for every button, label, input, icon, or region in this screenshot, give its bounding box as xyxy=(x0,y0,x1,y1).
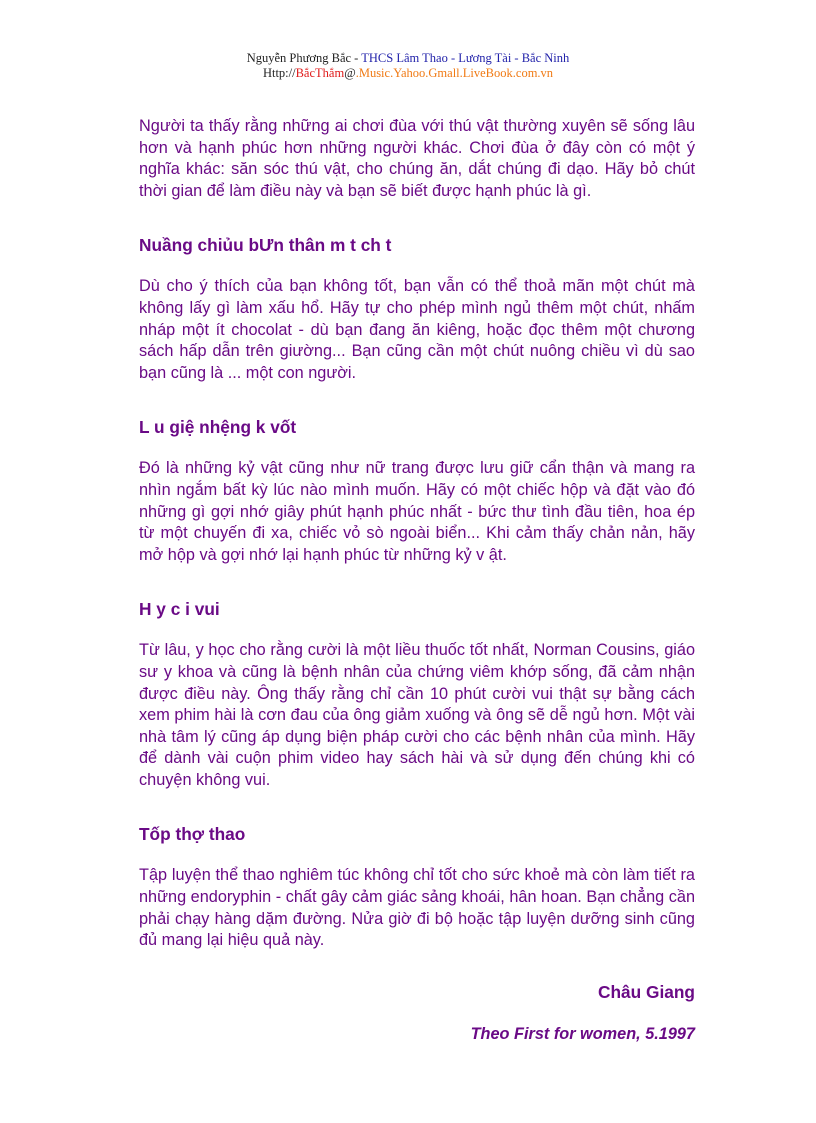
article-body xyxy=(139,116,695,1045)
article-source: Theo First for women, 5.1997 xyxy=(470,1024,695,1043)
header-school: THCS Lâm Thao - Lương Tài - Bắc Ninh xyxy=(361,51,570,65)
section-paragraph-laugh: Từ lâu, y học cho rằng cười là một liều thuốc tốt nhất, Norman Cousins, giáo sư y khoa và cũng là bệnh nhân của chứng viêm khớp sống, đã cảm nhận được điều này. Ông thấy rằng chỉ cần 10 phút cười vui thật sự bằng cách xem phim hài là cơn đau của ông giảm xuống và ông sẽ dễ ngủ hơn. Một vài nhà tâm lý cũng áp dụng biện pháp cười cho các bệnh nhân của mình. Hãy để dành vài cuộn phim video hay sách hài và sử dụng đến chúng khi có chuyện không vui. xyxy=(139,641,695,789)
page-header-line-1 xyxy=(0,51,816,66)
article-author: Châu Giang xyxy=(598,981,695,1002)
section-heading-exercise: Tốp thợ thao xyxy=(139,824,246,845)
intro-paragraph: Người ta thấy rằng những ai chơi đùa với thú vật thường xuyên sẽ sống lâu hơn và hạnh phúc hơn những người khác. Chơi đùa ở đây còn có một ý nghĩa khác: săn sóc thú vật, cho chúng ăn, dắt chúng đi dạo. Hãy bỏ chút thời gian để làm điều này và bạn sẽ biết được hạnh phúc là gì. xyxy=(139,117,695,200)
section-heading-laugh: H y c i vui xyxy=(139,599,220,620)
header-http-prefix: Http:// xyxy=(262,66,296,80)
header-author-name: Nguyễn Phương Bắc - xyxy=(246,51,362,65)
header-at-sign: @ xyxy=(344,66,356,80)
page-header-line-2 xyxy=(0,66,816,81)
header-link-domain: .Music.Yahoo.Gmall.LiveBook.com.vn xyxy=(355,66,554,80)
section-heading-indulge: Nuầng chiủu bƯn thân m t ch t xyxy=(139,235,392,256)
section-heading-keepsakes: L u giệ nhệng k vốt xyxy=(139,417,297,438)
section-paragraph-keepsakes: Đó là những kỷ vật cũng như nữ trang được lưu giữ cẩn thận và mang ra nhìn ngắm bất kỳ lúc nào mình muốn. Hãy có một chiếc hộp và đặt vào đó những gì gợi nhớ giây phút hạnh phúc nhất - bức thư tình đầu tiên, hoa ép từ một chuyến đi xa, chiếc vỏ sò ngoài biển... Khi cảm thấy chản nản, hãy mở hộp và gợi nhớ lại hạnh phúc từ những kỷ v ật. xyxy=(139,459,695,564)
section-paragraph-exercise: Tập luyện thể thao nghiêm túc không chỉ tốt cho sức khoẻ mà còn làm tiết ra những endoryphin - chất gây cảm giác sảng khoái, hân hoan. Bạn chẳng cần phải chạy hàng dặm đường. Nửa giờ đi bộ hoặc tập luyện dưỡng sinh cũng đủ mang lại hiệu quả này. xyxy=(139,866,695,950)
section-paragraph-indulge: Dù cho ý thích của bạn không tốt, bạn vẫn có thể thoả mãn một chút mà không lấy gì làm xấu hổ. Hãy tự cho phép mình ngủ thêm một chút, nhấm nháp một ít chocolat - dù bạn đang ăn kiêng, hoặc đọc thêm một chương sách hấp dẫn trên giường... Bạn cũng cần một chút nuông chiều vì dù sao bạn cũng là ... một con người. xyxy=(139,277,695,382)
header-link-name: BắcThắm xyxy=(295,66,345,80)
